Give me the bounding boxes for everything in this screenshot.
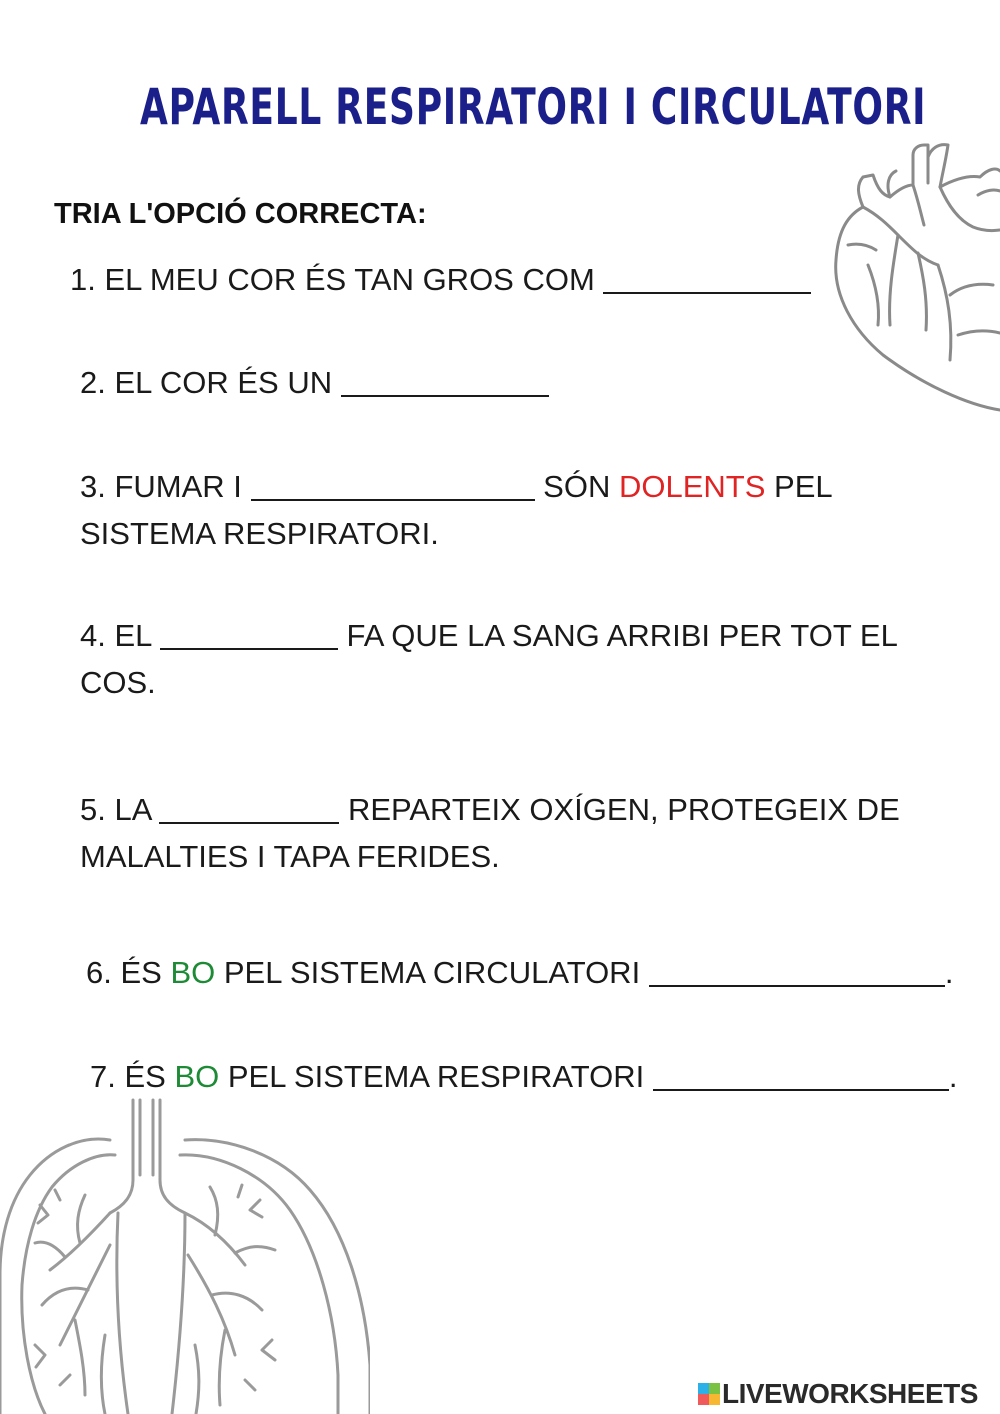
question-5-line2: MALALTIES I TAPA FERIDES.: [80, 839, 500, 874]
question-1-blank[interactable]: [603, 260, 811, 294]
question-3-line2: SISTEMA RESPIRATORI.: [80, 516, 439, 551]
question-7: [90, 1053, 957, 1100]
lungs-drawing-icon: [0, 1095, 370, 1414]
question-1-text: 1. EL MEU COR ÉS TAN GROS COM: [70, 262, 595, 297]
question-4-post: FA QUE LA SANG ARRIBI PER TOT EL: [346, 618, 898, 653]
page-title: APARELL RESPIRATORI I CIRCULATORI: [140, 78, 927, 136]
heart-drawing-icon: [828, 135, 1000, 420]
question-6: [86, 949, 953, 996]
question-3-pre: 3. FUMAR I: [80, 469, 242, 504]
question-5-blank[interactable]: [159, 790, 339, 824]
question-6-post: PEL SISTEMA CIRCULATORI: [223, 955, 641, 990]
question-2-blank[interactable]: [341, 363, 549, 397]
question-3-highlight: DOLENTS: [618, 469, 766, 504]
question-5-post: REPARTEIX OXÍGEN, PROTEGEIX DE: [347, 792, 900, 827]
logo-mark-icon: [698, 1383, 720, 1405]
question-3: [80, 463, 833, 557]
question-7-highlight: BO: [174, 1059, 220, 1094]
question-5-pre: 5. LA: [80, 792, 151, 827]
question-4-blank[interactable]: [160, 616, 338, 650]
question-6-highlight: BO: [170, 955, 216, 990]
question-2: [80, 359, 549, 406]
question-7-blank[interactable]: [653, 1057, 949, 1091]
question-7-pre: 7. ÉS: [90, 1059, 166, 1094]
question-4: [80, 612, 898, 706]
question-6-end: .: [944, 955, 954, 990]
question-6-blank[interactable]: [649, 953, 945, 987]
question-6-pre: 6. ÉS: [86, 955, 162, 990]
question-3-post: PEL: [774, 469, 833, 504]
question-2-text: 2. EL COR ÉS UN: [80, 365, 333, 400]
question-3-mid: SÓN: [543, 469, 611, 504]
question-4-line2: COS.: [80, 665, 156, 700]
instruction: TRIA L'OPCIÓ CORRECTA:: [54, 198, 427, 230]
question-1: [70, 256, 811, 303]
question-7-end: .: [948, 1059, 958, 1094]
question-7-post: PEL SISTEMA RESPIRATORI: [227, 1059, 645, 1094]
question-5: [80, 786, 900, 880]
question-4-pre: 4. EL: [80, 618, 152, 653]
liveworksheets-logo: [698, 1377, 978, 1411]
logo-text: LIVEWORKSHEETS: [722, 1378, 978, 1409]
question-3-blank[interactable]: [251, 467, 535, 501]
